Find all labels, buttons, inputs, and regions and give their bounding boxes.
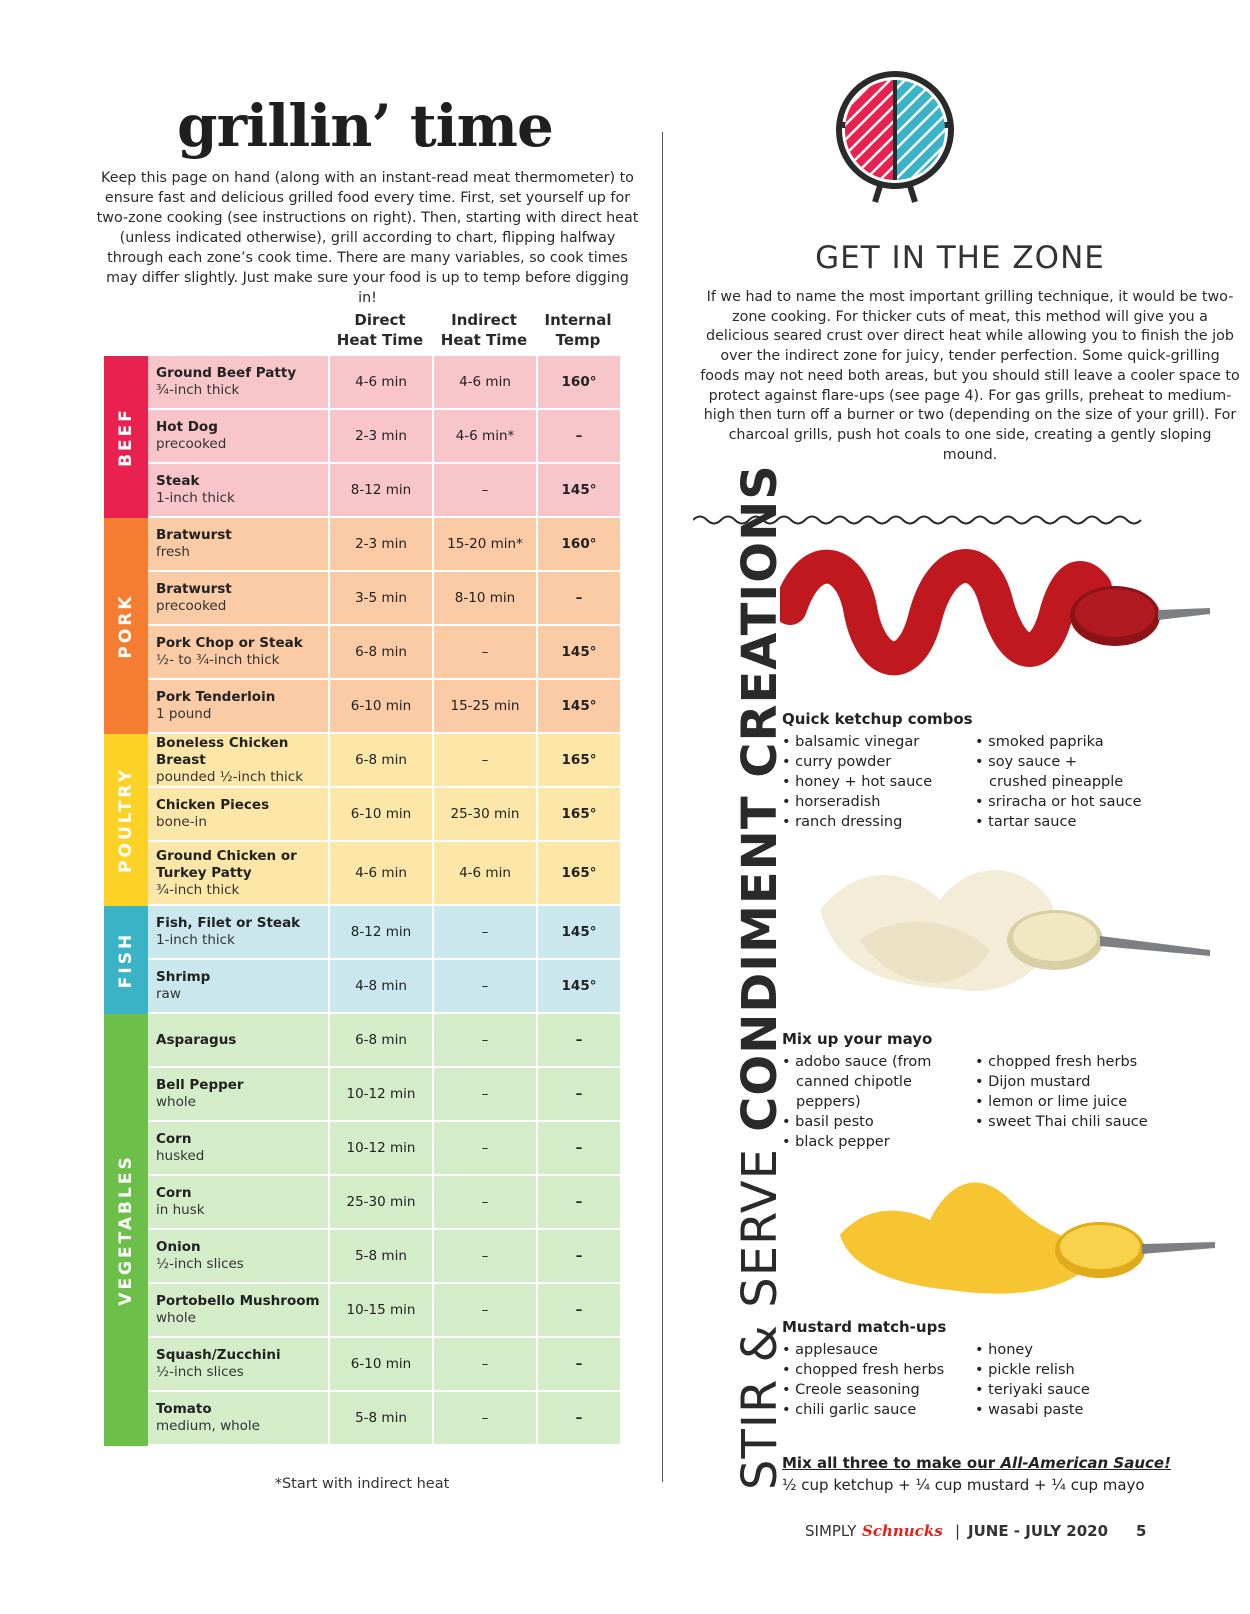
zone-title: GET IN THE ZONE <box>815 240 1105 276</box>
food-detail: ¾-inch thick <box>156 382 240 398</box>
table-row <box>148 626 620 680</box>
internal-temp-cell: – <box>536 1176 620 1228</box>
food-cell <box>148 1014 328 1066</box>
internal-temp-cell: – <box>536 1230 620 1282</box>
food-cell <box>148 1068 328 1120</box>
food-detail: raw <box>156 986 181 1002</box>
food-cell <box>148 734 328 786</box>
internal-temp-cell: 145° <box>536 906 620 958</box>
internal-temp-cell: 145° <box>536 960 620 1012</box>
list-item: • horseradish <box>782 792 932 812</box>
mustard-heading: Mustard match-ups <box>782 1318 947 1336</box>
list-item: • pickle relish <box>975 1360 1090 1380</box>
group-label-band <box>104 734 148 906</box>
food-detail: in husk <box>156 1202 205 1218</box>
table-row <box>148 1284 620 1338</box>
indirect-time-cell: – <box>432 1068 536 1120</box>
internal-temp-cell: 160° <box>536 356 620 408</box>
food-name: Chicken Pieces <box>156 797 270 813</box>
group-label: FISH <box>116 931 136 989</box>
internal-temp-cell: – <box>536 1338 620 1390</box>
group-beef <box>104 356 620 518</box>
list-item: • sriracha or hot sauce <box>975 792 1142 812</box>
food-name: Corn <box>156 1131 192 1147</box>
internal-temp-cell: – <box>536 1014 620 1066</box>
food-detail: ¾-inch thick <box>156 881 240 898</box>
list-item: crushed pineapple <box>989 774 1124 790</box>
footer-brand-logo: Schnucks <box>862 1522 943 1540</box>
group-label-band <box>104 518 148 734</box>
condiment-creations-heading: STIR & SERVE CONDIMENT CREATIONS <box>732 464 788 1490</box>
food-detail: husked <box>156 1148 205 1164</box>
page-title: grillin’ time <box>177 92 553 160</box>
list-item: canned chipotle <box>796 1074 912 1090</box>
food-detail: 1-inch thick <box>156 490 235 506</box>
internal-temp-cell: – <box>536 572 620 624</box>
direct-time-cell: 6-8 min <box>328 626 432 678</box>
list-item: • black pepper <box>782 1132 931 1152</box>
indirect-time-cell: 4-6 min* <box>432 410 536 462</box>
food-detail: ½-inch slices <box>156 1364 244 1380</box>
grilling-chart-table <box>104 356 620 1446</box>
food-name: Pork Tenderloin <box>156 689 276 705</box>
list-item: • Creole seasoning <box>782 1380 944 1400</box>
group-pork <box>104 518 620 734</box>
table-row <box>148 464 620 518</box>
table-row <box>148 1392 620 1446</box>
food-name: Hot Dog <box>156 419 218 435</box>
table-row <box>148 842 620 906</box>
group-fish <box>104 906 620 1014</box>
internal-temp-cell: – <box>536 1392 620 1444</box>
direct-time-cell: 10-12 min <box>328 1122 432 1174</box>
table-row <box>148 572 620 626</box>
direct-time-cell: 5-8 min <box>328 1392 432 1444</box>
food-name: Tomato <box>156 1401 212 1417</box>
group-label-band <box>104 906 148 1014</box>
indirect-time-cell: 4-6 min <box>432 842 536 904</box>
list-item: • soy sauce + <box>975 752 1142 772</box>
direct-time-cell: 5-8 min <box>328 1230 432 1282</box>
food-cell <box>148 842 328 904</box>
list-item: • wasabi paste <box>975 1400 1090 1420</box>
list-item: • basil pesto <box>782 1112 931 1132</box>
group-veg <box>104 1014 620 1446</box>
ketchup-right-list <box>975 732 1142 832</box>
direct-time-cell: 4-6 min <box>328 842 432 904</box>
list-item: • honey + hot sauce <box>782 772 932 792</box>
direct-time-cell: 2-3 min <box>328 518 432 570</box>
group-label: POULTRY <box>116 767 136 873</box>
table-row <box>148 788 620 842</box>
list-item: • lemon or lime juice <box>975 1092 1148 1112</box>
food-cell <box>148 518 328 570</box>
food-detail: pounded ½-inch thick <box>156 768 304 785</box>
col-direct-header: Direct Heat Time <box>336 311 424 349</box>
food-detail: 1-inch thick <box>156 932 235 948</box>
table-row <box>148 1230 620 1284</box>
direct-time-cell: 8-12 min <box>328 464 432 516</box>
food-name: Pork Chop or Steak <box>156 635 303 651</box>
direct-time-cell: 8-12 min <box>328 906 432 958</box>
table-row <box>148 1068 620 1122</box>
food-cell <box>148 1230 328 1282</box>
food-cell <box>148 356 328 408</box>
mustard-spoon-image <box>830 1160 1220 1310</box>
internal-temp-cell: – <box>536 1068 620 1120</box>
indirect-time-cell: – <box>432 906 536 958</box>
group-label: BEEF <box>116 407 136 467</box>
table-row <box>148 734 620 788</box>
food-name: Asparagus <box>156 1031 237 1048</box>
ketchup-heading: Quick ketchup combos <box>782 710 973 728</box>
all-american-recipe: ½ cup ketchup + ¼ cup mustard + ¼ cup mayo <box>782 1476 1145 1494</box>
direct-time-cell: 4-8 min <box>328 960 432 1012</box>
table-row <box>148 1338 620 1392</box>
list-item: • balsamic vinegar <box>782 732 932 752</box>
mustard-left-list <box>782 1340 944 1420</box>
list-item: • applesauce <box>782 1340 944 1360</box>
food-name: Bratwurst <box>156 581 232 597</box>
list-item: • honey <box>975 1340 1090 1360</box>
list-item: • tartar sauce <box>975 812 1142 832</box>
list-item: peppers) <box>796 1094 861 1110</box>
direct-time-cell: 6-10 min <box>328 1338 432 1390</box>
food-cell <box>148 1338 328 1390</box>
food-name: Boneless Chicken Breast <box>156 734 289 768</box>
food-name: Ground Chicken or Turkey Patty <box>156 847 297 881</box>
indirect-time-cell: – <box>432 960 536 1012</box>
food-cell <box>148 1176 328 1228</box>
internal-temp-cell: 160° <box>536 518 620 570</box>
table-row <box>148 1176 620 1230</box>
indirect-time-cell: 15-20 min* <box>432 518 536 570</box>
group-label: VEGETABLES <box>116 1154 136 1306</box>
food-detail: fresh <box>156 544 190 560</box>
food-name: Squash/Zucchini <box>156 1347 281 1363</box>
food-cell <box>148 680 328 732</box>
table-row <box>148 1122 620 1176</box>
food-name: Corn <box>156 1185 192 1201</box>
direct-time-cell: 2-3 min <box>328 410 432 462</box>
internal-temp-cell: 165° <box>536 734 620 786</box>
food-name: Onion <box>156 1239 201 1255</box>
table-row <box>148 960 620 1014</box>
list-item: • sweet Thai chili sauce <box>975 1112 1148 1132</box>
col-indirect-header: Indirect Heat Time <box>440 311 528 349</box>
food-detail: ½-inch slices <box>156 1256 244 1272</box>
zone-paragraph: If we had to name the most important grilling technique, it would be two-zone cooking. For thicker cuts of meat, this method will give you a delicious seared crust over direct heat while allowing you to finish the job over the indirect zone for juicy, tender perfection. Some quick-grilling foods may not need both areas, but you should still leave a cooler space to protect against flare-ups (see page 4). For gas grills, preheat to medium-high then turn off a burner or two (depending on the size of your grill). For charcoal grills, push hot coals to one side, creating a gently sloping mound. <box>700 289 1240 463</box>
footer-separator: | <box>955 1522 961 1540</box>
food-cell <box>148 1284 328 1336</box>
list-item: • teriyaki sauce <box>975 1380 1090 1400</box>
direct-time-cell: 6-10 min <box>328 680 432 732</box>
table-row <box>148 410 620 464</box>
food-detail: 1 pound <box>156 706 212 722</box>
indirect-time-cell: – <box>432 1338 536 1390</box>
table-row <box>148 356 620 410</box>
col-temp-header: Internal Temp <box>544 311 612 349</box>
food-detail: medium, whole <box>156 1418 260 1434</box>
table-row <box>148 518 620 572</box>
food-cell <box>148 906 328 958</box>
page-number: 5 <box>1136 1522 1147 1540</box>
list-item: • chili garlic sauce <box>782 1400 944 1420</box>
food-detail: ½- to ¾-inch thick <box>156 652 280 668</box>
mayo-left-list <box>782 1052 931 1152</box>
food-name: Ground Beef Patty <box>156 365 297 381</box>
ketchup-left-list <box>782 732 932 832</box>
internal-temp-cell: 145° <box>536 680 620 732</box>
mayo-spoon-image <box>800 850 1220 1020</box>
internal-temp-cell: – <box>536 1284 620 1336</box>
list-item: • chopped fresh herbs <box>782 1360 944 1380</box>
table-row <box>148 906 620 960</box>
food-detail: whole <box>156 1310 196 1326</box>
indirect-time-cell: – <box>432 1392 536 1444</box>
direct-time-cell: 10-15 min <box>328 1284 432 1336</box>
internal-temp-cell: 145° <box>536 464 620 516</box>
indirect-time-cell: 8-10 min <box>432 572 536 624</box>
indirect-time-cell: – <box>432 1176 536 1228</box>
indirect-time-cell: – <box>432 626 536 678</box>
food-detail: whole <box>156 1094 196 1110</box>
food-cell <box>148 464 328 516</box>
footer-simply: SIMPLY <box>805 1522 857 1540</box>
list-item: • smoked paprika <box>975 732 1142 752</box>
direct-time-cell: 6-8 min <box>328 1014 432 1066</box>
group-label-band <box>104 1014 148 1446</box>
direct-time-cell: 6-10 min <box>328 788 432 840</box>
food-cell <box>148 1392 328 1444</box>
food-name: Shrimp <box>156 969 211 985</box>
food-cell <box>148 1122 328 1174</box>
mayo-right-list <box>975 1052 1148 1132</box>
food-name: Bell Pepper <box>156 1077 244 1093</box>
indirect-time-cell: 25-30 min <box>432 788 536 840</box>
food-detail: precooked <box>156 598 227 614</box>
indirect-time-cell: 4-6 min <box>432 356 536 408</box>
direct-time-cell: 3-5 min <box>328 572 432 624</box>
grill-icon <box>835 60 955 205</box>
group-label-band <box>104 356 148 518</box>
indirect-time-cell: – <box>432 1014 536 1066</box>
internal-temp-cell: – <box>536 1122 620 1174</box>
food-cell <box>148 788 328 840</box>
direct-time-cell: 4-6 min <box>328 356 432 408</box>
indirect-time-cell: – <box>432 1284 536 1336</box>
direct-time-cell: 25-30 min <box>328 1176 432 1228</box>
list-item: • Dijon mustard <box>975 1072 1148 1092</box>
internal-temp-cell: 145° <box>536 626 620 678</box>
indirect-time-cell: – <box>432 464 536 516</box>
table-row <box>148 680 620 734</box>
indirect-time-cell: – <box>432 1122 536 1174</box>
food-name: Steak <box>156 473 200 489</box>
internal-temp-cell: 165° <box>536 788 620 840</box>
direct-time-cell: 6-8 min <box>328 734 432 786</box>
all-american-heading: Mix all three to make our All-American Sauce! <box>782 1454 1171 1472</box>
footnote: *Start with indirect heat <box>274 1476 450 1492</box>
ketchup-spoon-image <box>780 528 1220 708</box>
indirect-time-cell: – <box>432 1230 536 1282</box>
footer-issue: JUNE - JULY 2020 <box>968 1522 1109 1540</box>
direct-time-cell: 10-12 min <box>328 1068 432 1120</box>
food-detail: bone-in <box>156 814 207 830</box>
food-cell <box>148 410 328 462</box>
food-detail: precooked <box>156 436 227 452</box>
list-item: • chopped fresh herbs <box>975 1052 1148 1072</box>
list-item: • curry powder <box>782 752 932 772</box>
group-label: PORK <box>116 593 136 659</box>
internal-temp-cell: 165° <box>536 842 620 904</box>
column-divider <box>662 132 663 1482</box>
food-name: Fish, Filet or Steak <box>156 915 301 931</box>
food-name: Bratwurst <box>156 527 232 543</box>
group-poultry <box>104 734 620 906</box>
internal-temp-cell: – <box>536 410 620 462</box>
food-cell <box>148 960 328 1012</box>
food-name: Portobello Mushroom <box>156 1293 320 1309</box>
mayo-heading: Mix up your mayo <box>782 1030 933 1048</box>
list-item: • ranch dressing <box>782 812 932 832</box>
intro-paragraph: Keep this page on hand (along with an instant-read meat thermometer) to ensure fast and delicious grilled food every time. First, set yourself up for two-zone cooking (see instructions on right). Then, starting with direct heat (unless indicated otherwise), grill according to chart, flipping halfway through each zone’s cook time. There are many variables, so cook times may differ slightly. Just make sure your food is up to temp before digging in! <box>96 170 639 306</box>
mustard-right-list <box>975 1340 1090 1420</box>
food-cell <box>148 572 328 624</box>
food-cell <box>148 626 328 678</box>
indirect-time-cell: – <box>432 734 536 786</box>
list-item: • adobo sauce (from <box>782 1052 931 1072</box>
indirect-time-cell: 15-25 min <box>432 680 536 732</box>
table-row <box>148 1014 620 1068</box>
